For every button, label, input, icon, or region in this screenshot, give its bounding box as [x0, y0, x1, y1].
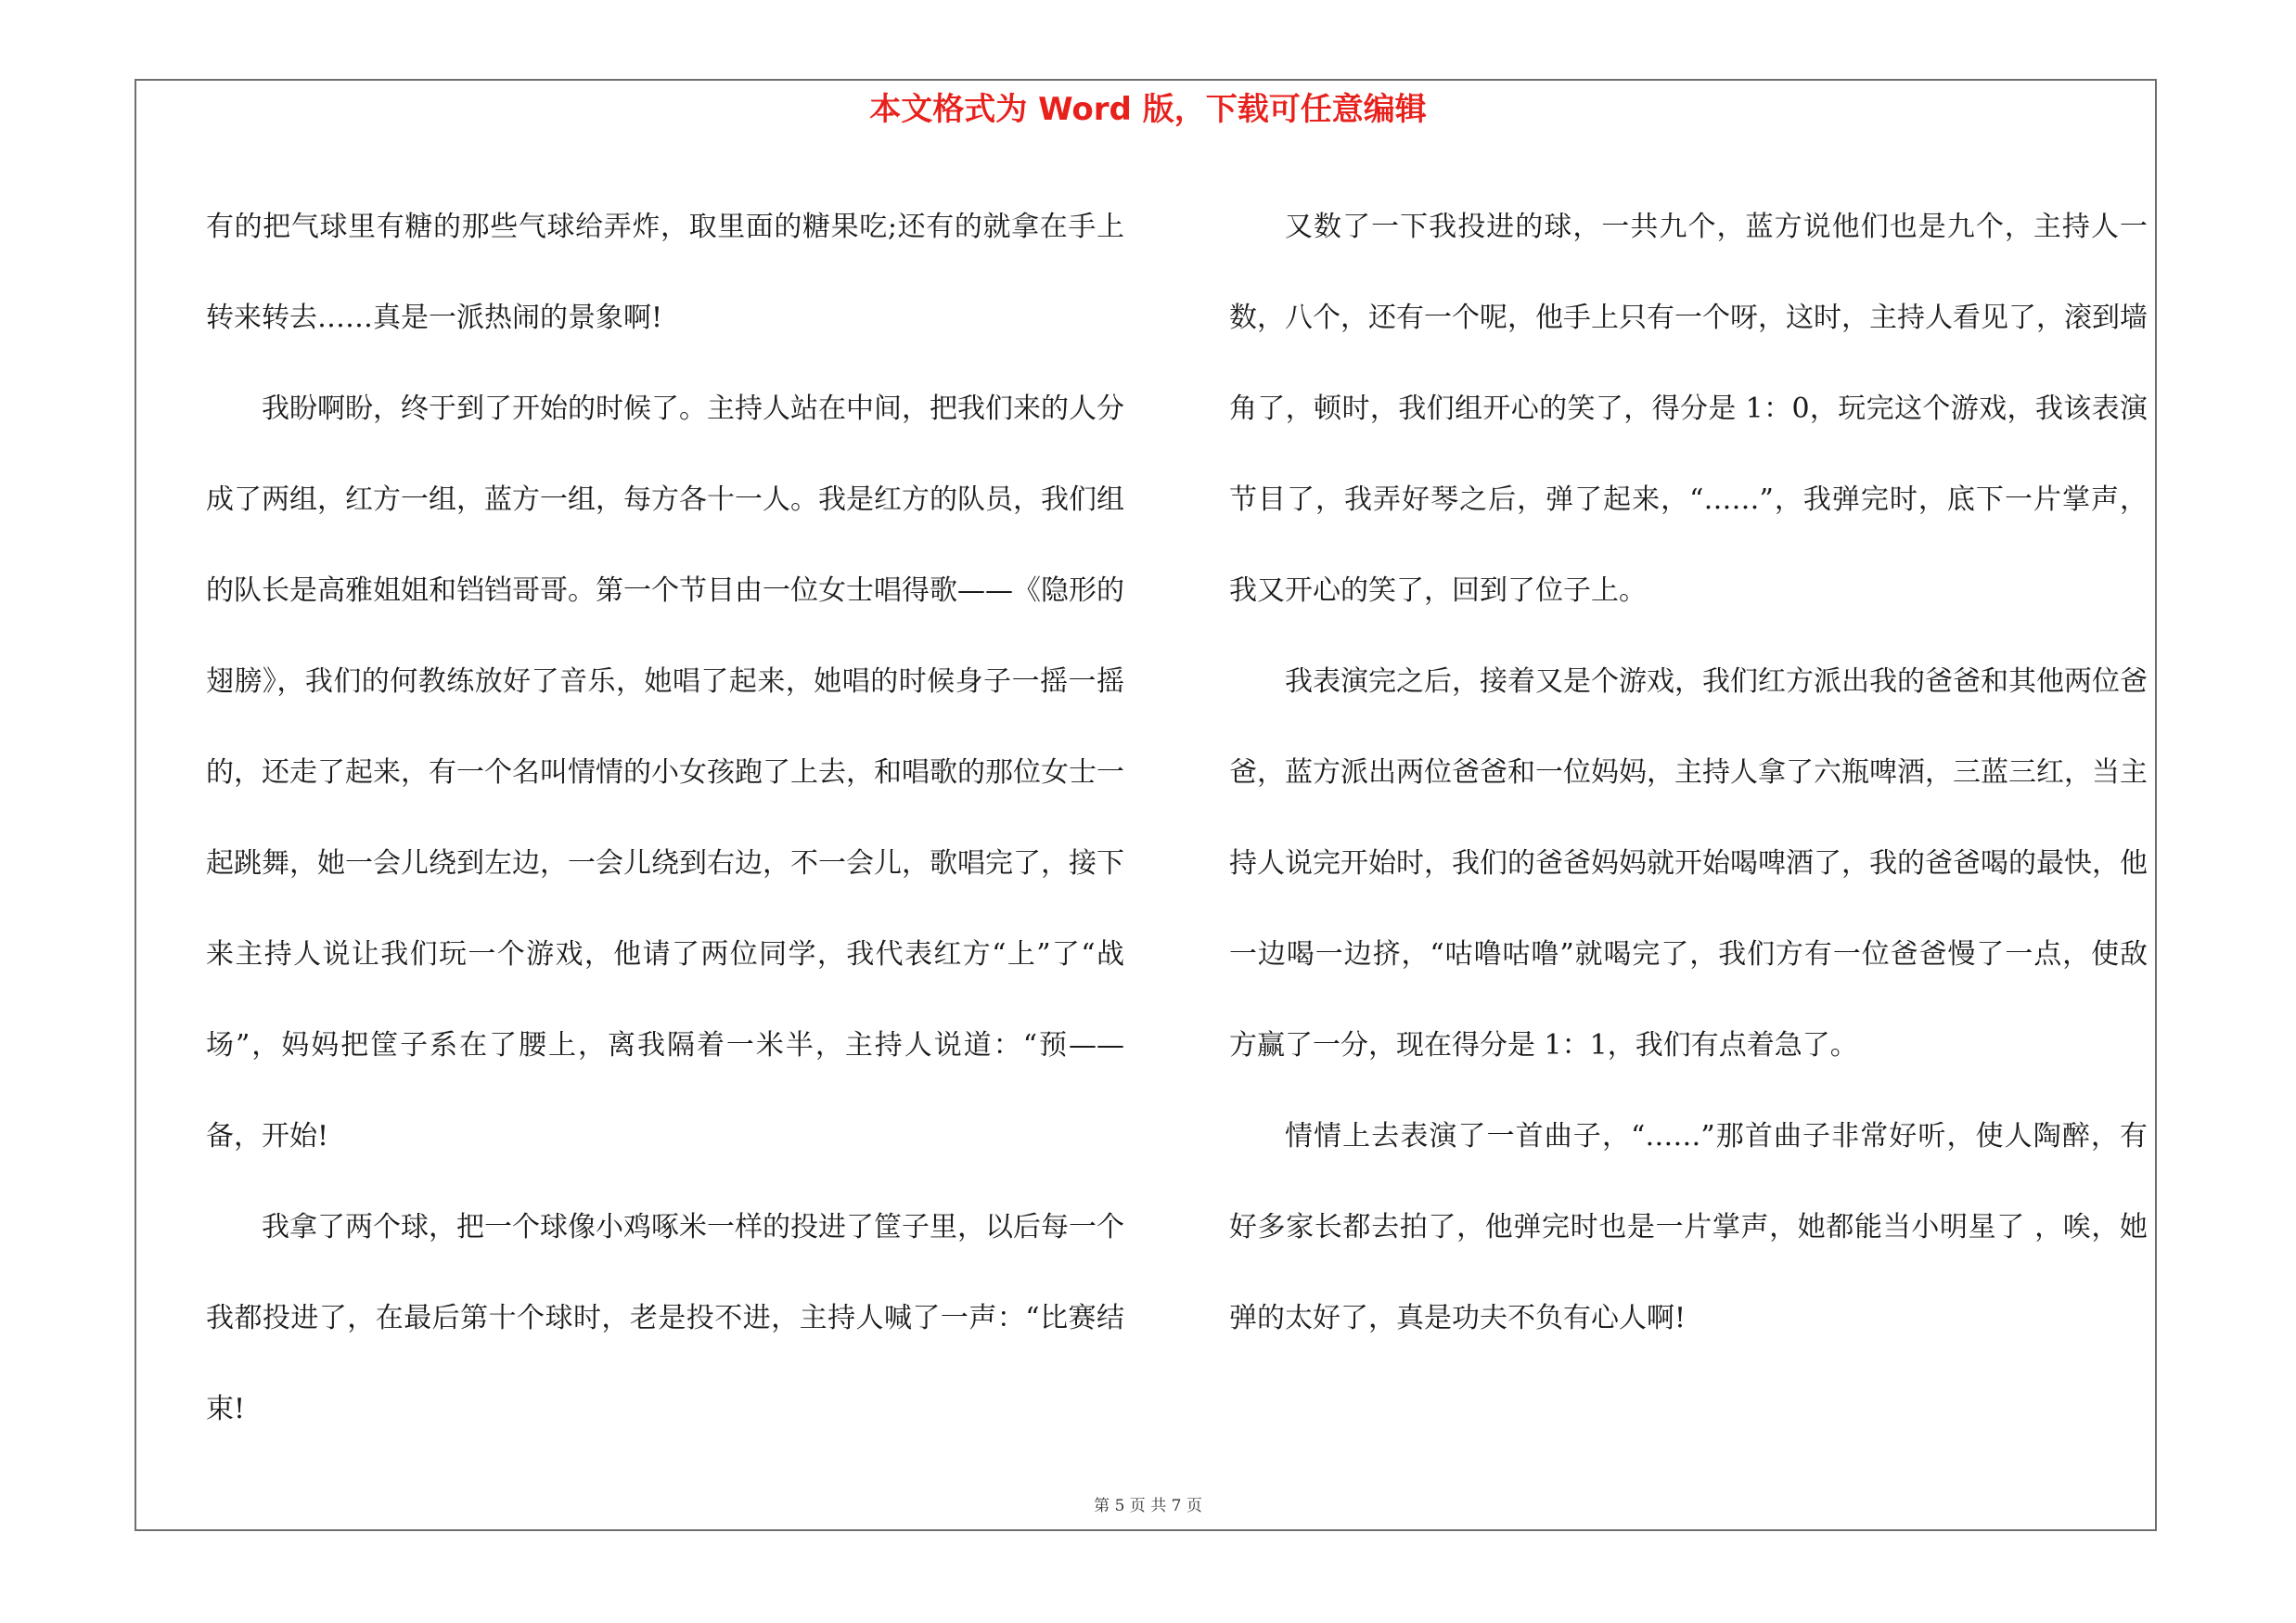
watermark-banner: 本文格式为 Word 版，下载可任意编辑 — [869, 91, 1427, 128]
paragraph: 又数了一下我投进的球，一共九个，蓝方说他们也是九个，主持人一数，八个，还有一个呢，他手上只有一个呀，这时，主持人看见了，滚到墙角了，顿时，我们组开心的笑了，得分是 1：0，玩完这个游戏，我该表演节目了，我弄好琴之后，弹了起来，“……”，我弹完时，底下一片掌声，我又开心的笑了，回到了位子上。 — [1229, 211, 2148, 607]
paragraph: 我盼啊盼，终于到了开始的时候了。主持人站在中间，把我们来的人分成了两组，红方一组，蓝方一组，每方各十一人。我是红方的队员，我们组的队长是高雅姐姐和铛铛哥哥。第一个节目由一位女士唱得歌——《隐形的翅膀》，我们的何教练放好了音乐，她唱了起来，她唱的时候身子一摇一摇的，还走了起来，有一个名叫情情的小女孩跑了上去，和唱歌的那位女士一起跳舞，她一会儿绕到左边，一会儿绕到右边，不一会儿，歌唱完了，接下来主持人说让我们玩一个游戏，他请了两位同学，我代表红方“上”了“战场”，妈妈把筐子系在了腰上，离我隔着一米半，主持人说道：“预——备，开始! — [206, 393, 1124, 1153]
right-column — [1229, 182, 2148, 1364]
paragraph: 我拿了两个球，把一个球像小鸡啄米一样的投进了筐子里，以后每一个我都投进了，在最后第十个球时，老是投不进，主持人喊了一声：“比赛结束! — [206, 1211, 1124, 1425]
left-column — [206, 182, 1124, 1455]
paragraph: 情情上去表演了一首曲子，“……”那首曲子非常好听，使人陶醉，有好多家长都去拍了，他弹完时也是一片掌声，她都能当小明星了 ，唉，她弹的太好了，真是功夫不负有心人啊! — [1229, 1120, 2148, 1334]
page-number-footer: 第 5 页 共 7 页 — [1094, 1497, 1202, 1515]
paragraph: 有的把气球里有糖的那些气球给弄炸，取里面的糖果吃;还有的就拿在手上转来转去……真是一派热闹的景象啊! — [206, 211, 1124, 334]
paragraph: 我表演完之后，接着又是个游戏，我们红方派出我的爸爸和其他两位爸爸，蓝方派出两位爸爸和一位妈妈，主持人拿了六瓶啤酒，三蓝三红，当主持人说完开始时，我们的爸爸妈妈就开始喝啤酒了，我的爸爸喝的最快，他一边喝一边挤，“咕噜咕噜”就喝完了，我们方有一位爸爸慢了一点，使敌方赢了一分，现在得分是 1：1，我们有点着急了。 — [1229, 665, 2148, 1062]
